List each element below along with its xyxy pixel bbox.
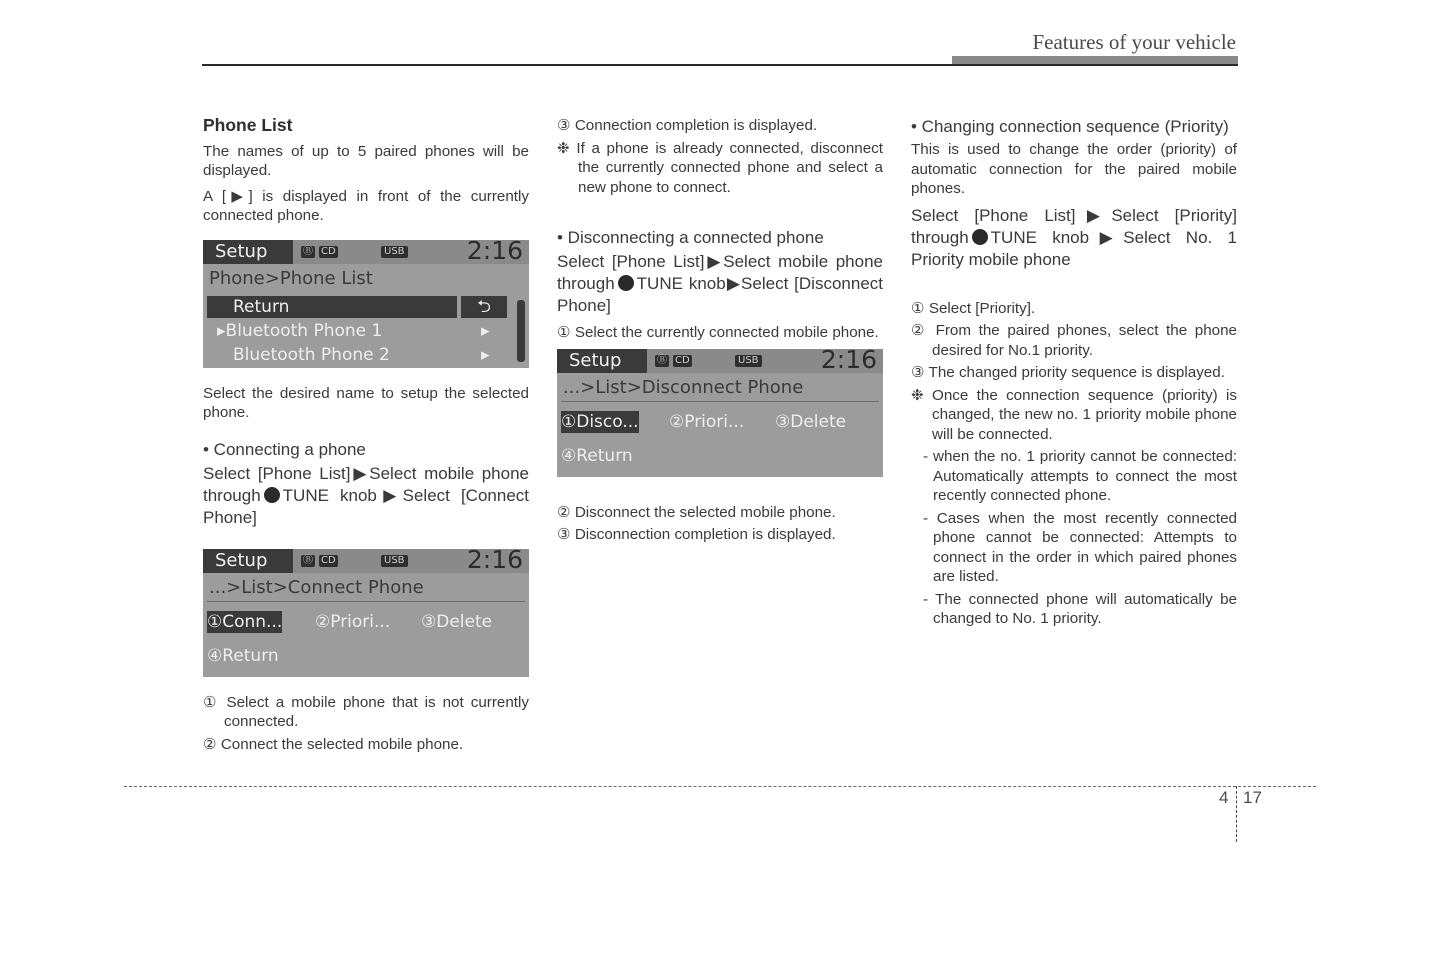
step: ① Select a mobile phone that is not currently connected.: [203, 693, 529, 730]
screen-path: ...>List>Connect Phone: [209, 576, 424, 598]
paragraph: This is used to change the order (priority) of automatic connection for the paired mobile phones.: [911, 141, 1237, 197]
option-delete: ③Delete: [775, 411, 847, 432]
cd-icon: CD: [675, 354, 690, 366]
running-header: Features of your vehicle: [1032, 30, 1236, 54]
menu-item-return: Return: [207, 296, 457, 318]
screen-phone-list: [203, 240, 529, 368]
instruction-part: TUNE knob▶Select No. 1 Priority mobile phone: [911, 227, 1237, 269]
instruction: [203, 463, 529, 529]
step: ① Select [Priority].: [911, 299, 1036, 317]
scrollbar: [517, 300, 525, 362]
header-bar: [952, 56, 1238, 64]
instruction-part: Select [Phone List]▶Select mobile phone through: [203, 463, 529, 505]
step: ② Disconnect the selected mobile phone.: [557, 503, 836, 521]
section-heading: Phone List: [203, 115, 293, 135]
option-return: ④Return: [207, 645, 279, 666]
screen-clock: 2:16: [466, 548, 523, 574]
step: ① Select the currently connected mobile phone.: [557, 324, 879, 341]
step: ② From the paired phones, select the phone desired for No.1 priority.: [911, 322, 1237, 359]
menu-item-phone-2: Bluetooth Phone 2: [233, 344, 390, 365]
page-number: 17: [1243, 788, 1262, 807]
cd-icon: CD: [321, 554, 336, 566]
instruction: [911, 205, 1237, 271]
header-rule: [202, 64, 1238, 66]
screen-clock: 2:16: [466, 239, 523, 265]
chapter-number: 4: [1219, 788, 1229, 807]
note-bullet: - when the no. 1 priority cannot be connected: Automatically attempts to connect the most recently connected phone.: [923, 448, 1237, 504]
cd-icon: CD: [321, 245, 336, 257]
option-disconnect: ①Disco...: [561, 411, 639, 432]
instruction: [557, 251, 883, 317]
step: ② Connect the selected mobile phone.: [203, 735, 464, 753]
screen-setup-label: Setup: [203, 240, 293, 264]
note-bullet: - The connected phone will automatically be changed to No. 1 priority.: [923, 590, 1237, 627]
step: ③ The changed priority sequence is displayed.: [911, 364, 1225, 381]
subheading: • Disconnecting a connected phone: [557, 228, 824, 247]
subheading: • Connecting a phone: [203, 439, 366, 459]
option-priority: ②Priori...: [669, 411, 745, 432]
bluetooth-icon: Ⓑ: [303, 554, 313, 566]
column-1: [203, 116, 529, 757]
knob-icon: [972, 229, 988, 245]
bluetooth-icon: Ⓑ: [657, 354, 667, 366]
option-connect: ①Conn...: [207, 611, 283, 632]
note: ❉ If a phone is already connected, disconnect the currently connected phone and select a new phone to connect.: [557, 139, 883, 196]
paragraph: Select the desired name to setup the selected phone.: [203, 384, 529, 421]
note-bullet: - Cases when the most recently connected phone cannot be connected: Attempts to connect in the order in which paired phones are listed.: [923, 509, 1237, 585]
usb-icon: USB: [381, 246, 408, 258]
status-icons: [655, 355, 696, 367]
page-divider: [1236, 786, 1237, 842]
chevron-right-icon: ▸: [481, 320, 490, 341]
chevron-right-icon: ▸: [481, 344, 490, 365]
usb-icon: USB: [381, 555, 408, 567]
screen-setup-label: Setup: [557, 349, 647, 373]
subheading: • Changing connection sequence (Priority): [911, 117, 1229, 136]
option-priority: ②Priori...: [315, 611, 391, 632]
screen-divider: [561, 401, 879, 402]
step: ③ Disconnection completion is displayed.: [557, 526, 836, 543]
instruction-part: TUNE knob▶Select [Disconnect Phone]: [557, 274, 883, 315]
paragraph: The names of up to 5 paired phones will be displayed.: [203, 142, 529, 179]
status-icons: [301, 555, 342, 567]
column-2: [557, 116, 883, 548]
step: ③ Connection completion is displayed.: [557, 117, 818, 134]
option-delete: ③Delete: [421, 611, 493, 632]
screen-path: ...>List>Disconnect Phone: [563, 376, 804, 398]
instruction-part: Select [Phone List]▶Select [Priority] through: [911, 205, 1237, 247]
usb-icon: USB: [735, 355, 762, 367]
footer-rule: [124, 786, 1316, 787]
screen-clock: 2:16: [820, 348, 877, 374]
note: ❉ Once the connection sequence (priority) is changed, the new no. 1 priority mobile phone will be connected.: [911, 386, 1237, 443]
instruction-part: TUNE knob▶Select [Connect Phone]: [203, 485, 529, 527]
bluetooth-icon: Ⓑ: [303, 245, 313, 257]
screen-setup-label: Setup: [203, 549, 293, 573]
paragraph: A [▶] is displayed in front of the currently connected phone.: [203, 187, 529, 224]
screen-path: Phone>Phone List: [209, 267, 373, 289]
knob-icon: [264, 487, 280, 503]
knob-icon: [618, 275, 634, 291]
screen-disconnect-phone: [557, 349, 883, 477]
column-3: [911, 116, 1237, 632]
screen-connect-phone: [203, 549, 529, 677]
menu-item-phone-1: ▸Bluetooth Phone 1: [217, 320, 383, 341]
return-icon: ⮌: [461, 296, 507, 318]
status-icons: [301, 246, 342, 258]
screen-divider: [207, 601, 525, 602]
instruction-part: Select [Phone List]▶Select mobile phone through: [557, 252, 883, 293]
option-return: ④Return: [561, 445, 633, 466]
